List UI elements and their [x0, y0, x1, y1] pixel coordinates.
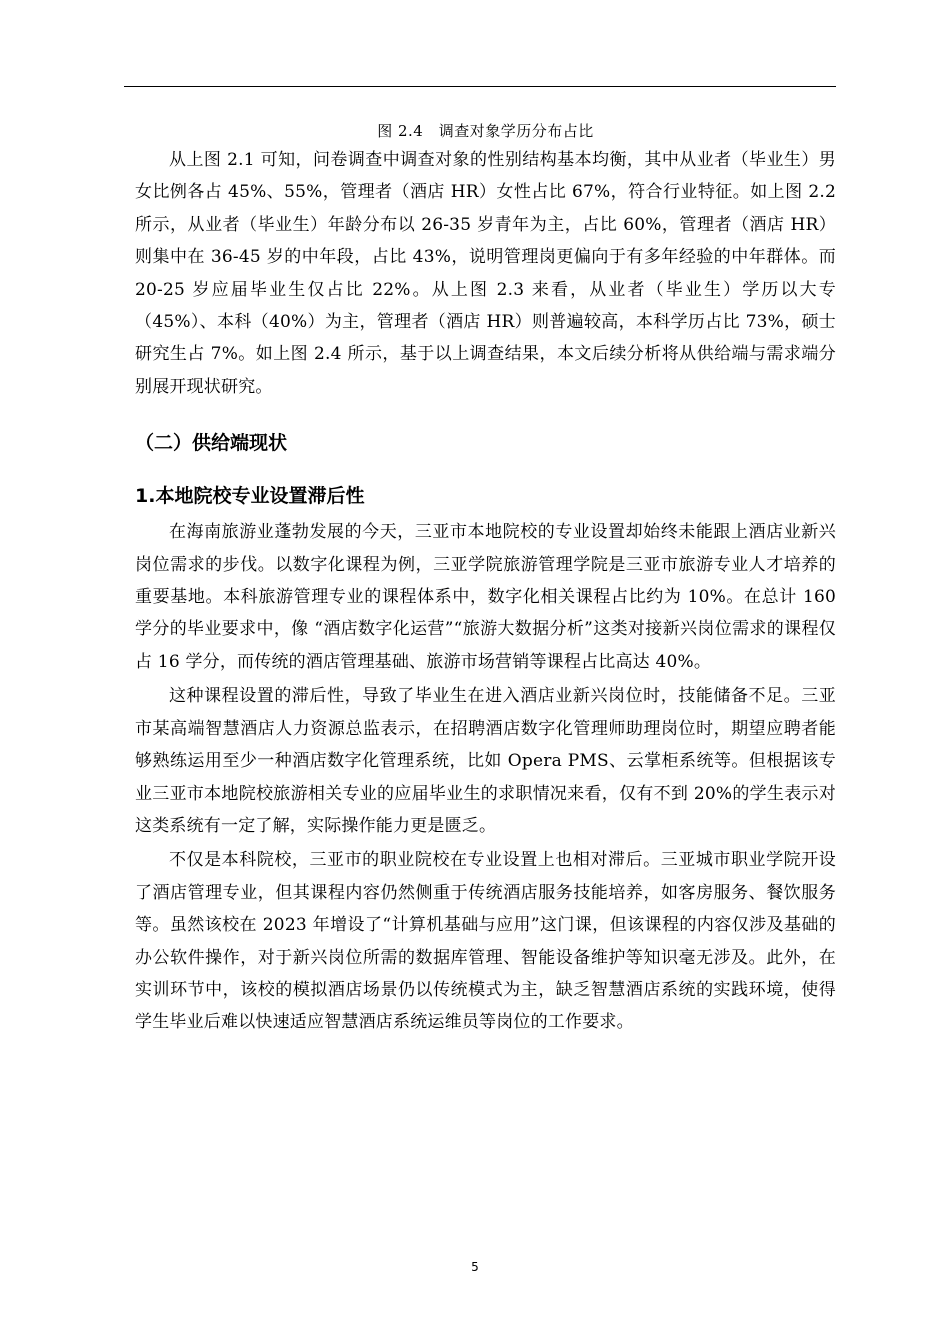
document-body — [135, 118, 836, 1039]
figure-caption: 图 2.4 调查对象学历分布占比 — [377, 122, 594, 140]
header-rule — [124, 86, 836, 87]
paragraph-skills-gap: 这种课程设置的滞后性，导致了毕业生在进入酒店业新兴岗位时，技能储备不足。三亚市某高端智慧酒店人力资源总监表示，在招聘酒店数字化管理师助理岗位时，期望应聘者能够熟练运用至少一种酒店数字化管理系统，比如 Opera PMS、云掌柜系统等。但根据该专业三亚市本地院校旅游相关专业的应届毕业生的求职情况来看，仅有不到 20%的学生表示对这类系统有一定了解，实际操作能力更是匮乏。 — [135, 686, 836, 836]
subsection-heading: 1.本地院校专业设置滞后性 — [135, 485, 365, 508]
page-number: 5 — [471, 1260, 479, 1274]
paragraph-survey-summary: 从上图 2.1 可知，问卷调查中调查对象的性别结构基本均衡，其中从业者（毕业生）男女比例各占 45%、55%，管理者（酒店 HR）女性占比 67%，符合行业特征。如上图 2.2 所示，从业者（毕业生）年龄分布以 26-35 岁青年为主，占比 60%，管理者（酒店 HR）则集中在 36-45 岁的中年段，占比 43%，说明管理岗更偏向于有多年经验的中年群体。而 20-25 岁应届毕业生仅占比 22%。从上图 2.3 来看，从业者（毕业生）学历以大专（45%）、本科（40%）为主，管理者（酒店 HR）则普遍较高，本科学历占比 73%，硕士研究生占 7%。如上图 2.4 所示，基于以上调查结果，本文后续分析将从供给端与需求端分别展开现状研究。 — [135, 150, 836, 397]
paragraph-vocational: 不仅是本科院校，三亚市的职业院校在专业设置上也相对滞后。三亚城市职业学院开设了酒店管理专业，但其课程内容仍然侧重于传统酒店服务技能培养，如客房服务、餐饮服务等。虽然该校在 2023 年增设了“计算机基础与应用”这门课，但该课程的内容仅涉及基础的办公软件操作，对于新兴岗位所需的数据库管理、智能设备维护等知识毫无涉及。此外，在实训环节中，该校的模拟酒店场景仍以传统模式为主，缺乏智慧酒店系统的实践环境，使得学生毕业后难以快速适应智慧酒店系统运维员等岗位的工作要求。 — [135, 850, 836, 1033]
section-heading: （二）供给端现状 — [135, 432, 288, 455]
paragraph-curriculum: 在海南旅游业蓬勃发展的今天，三亚市本地院校的专业设置却始终未能跟上酒店业新兴岗位需求的步伐。以数字化课程为例，三亚学院旅游管理学院是三亚市旅游专业人才培养的重要基地。本科旅游管理专业的课程体系中，数字化相关课程占比约为 10%。在总计 160 学分的毕业要求中，像 “酒店数字化运营”“旅游大数据分析”这类对接新兴岗位需求的课程仅占 16 学分，而传统的酒店管理基础、旅游市场营销等课程占比高达 40%。 — [135, 522, 836, 672]
